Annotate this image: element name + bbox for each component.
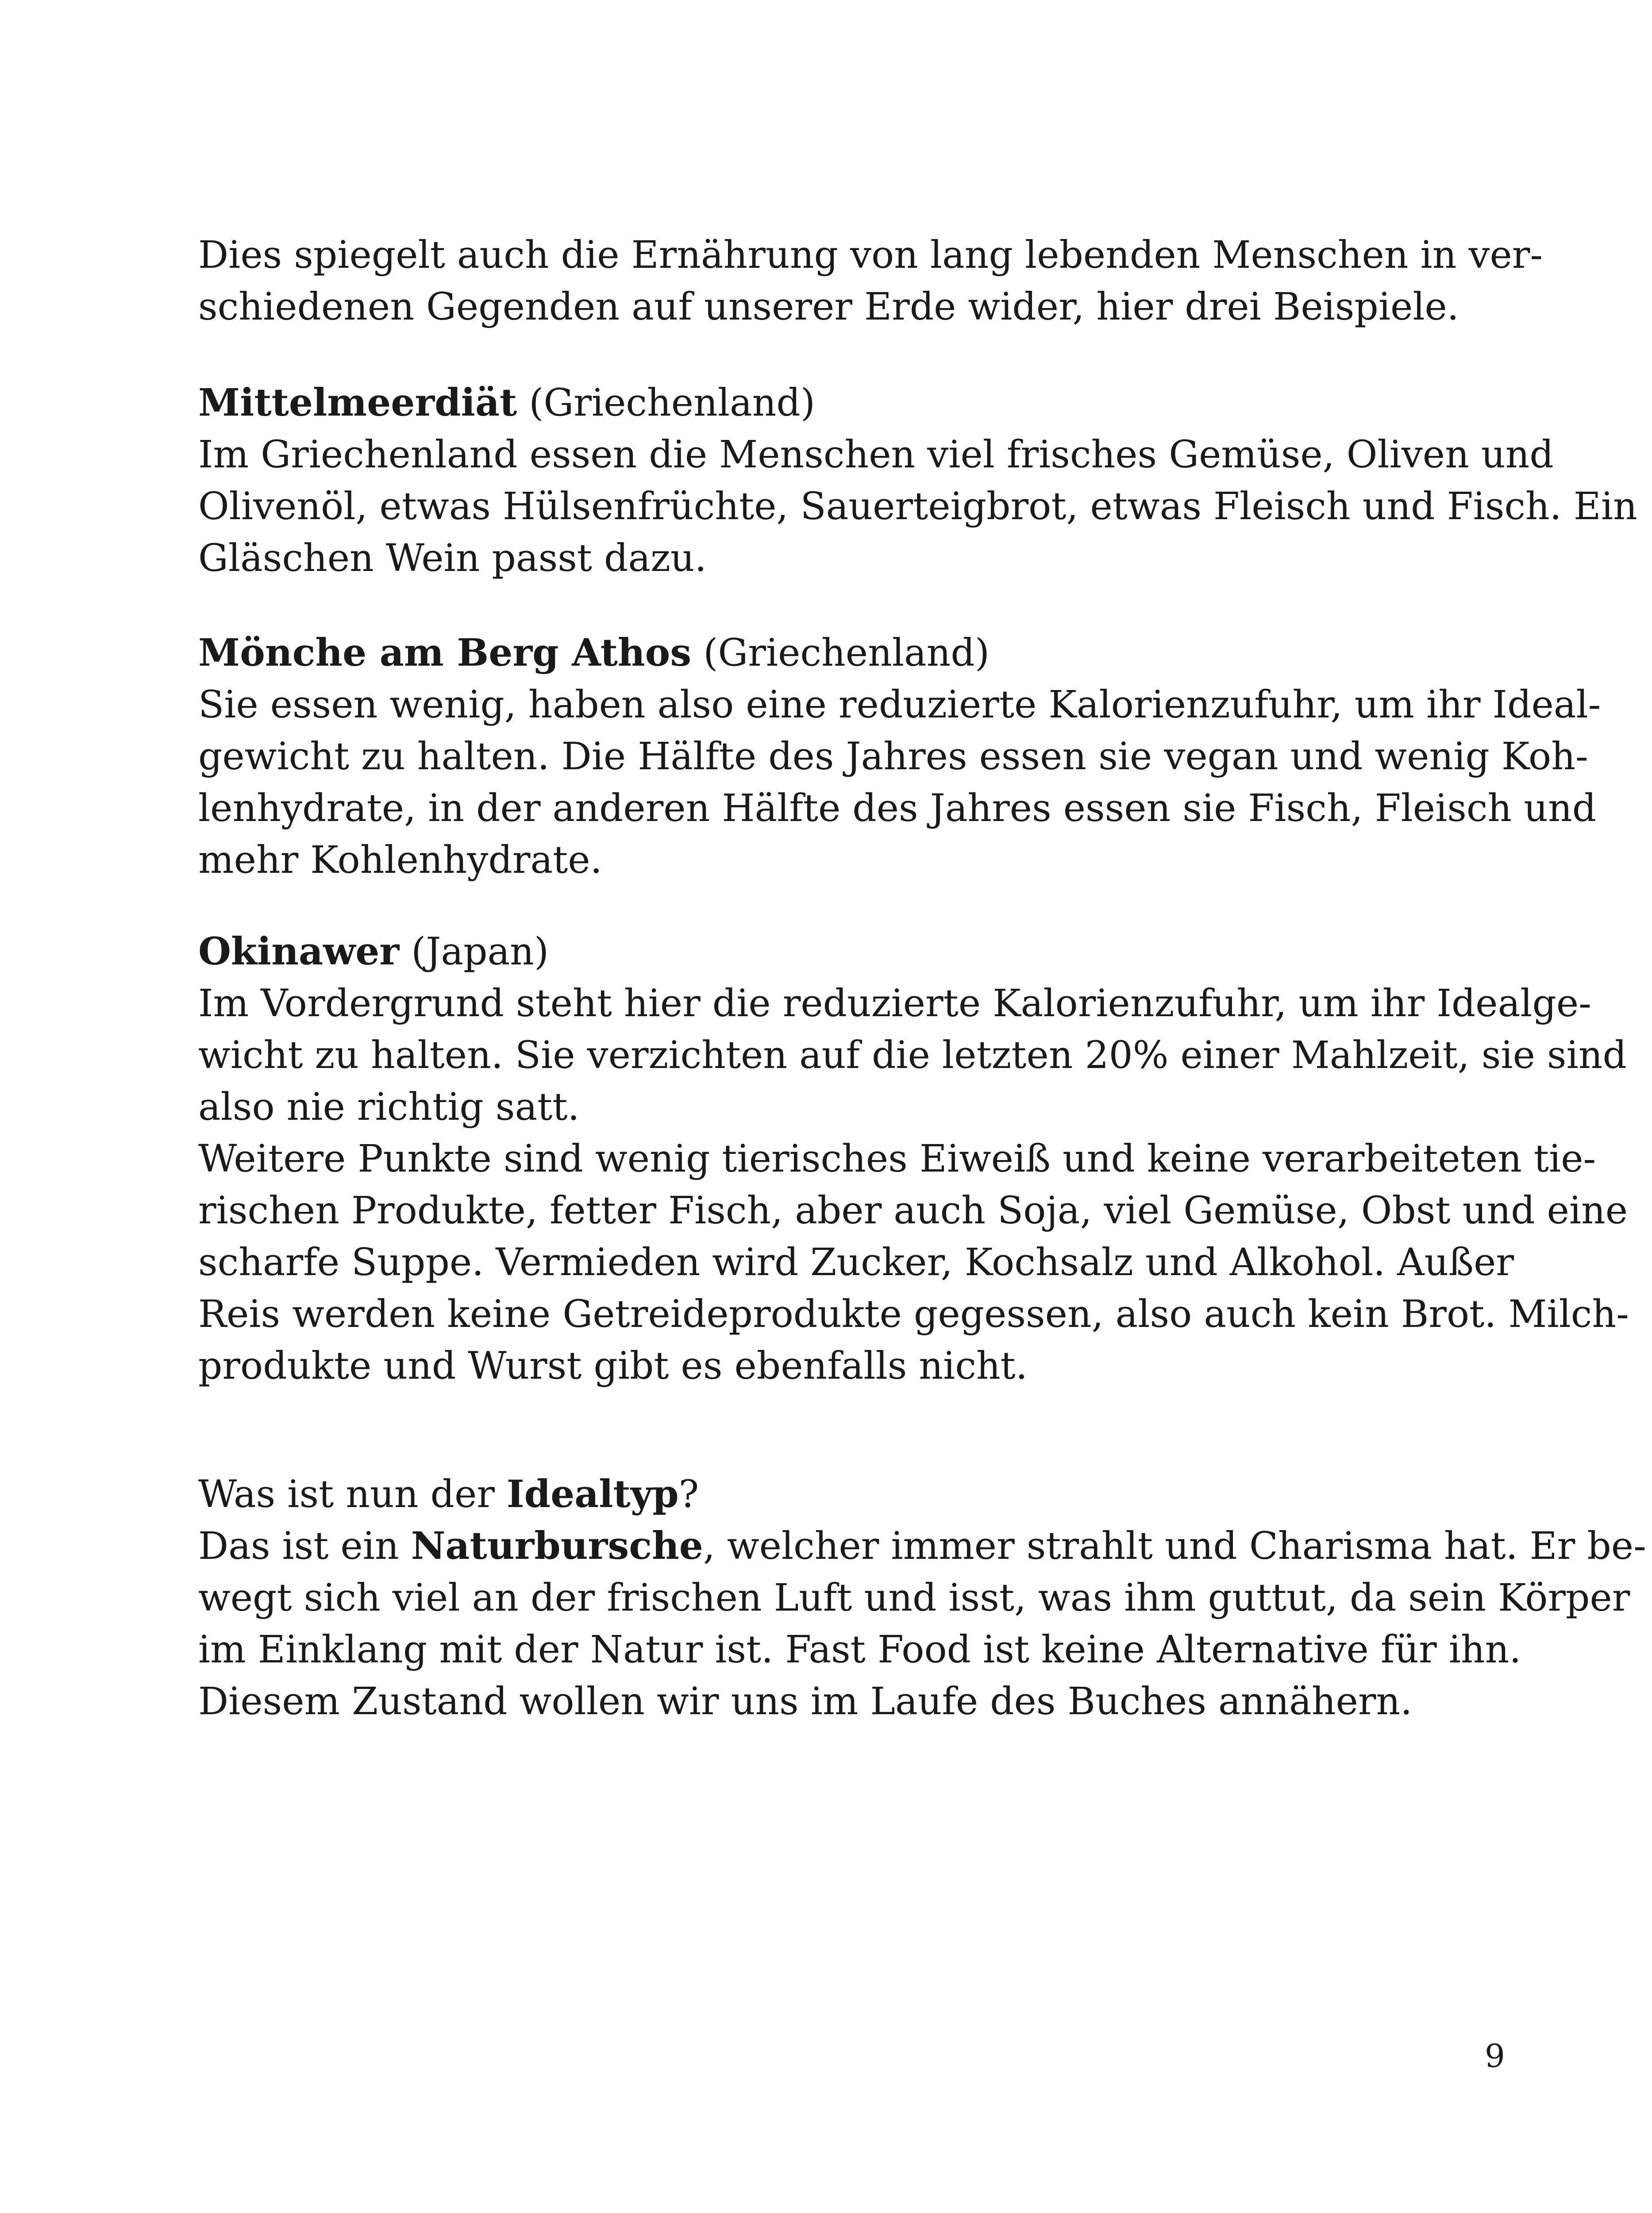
ideal-answer xyxy=(198,1520,1646,1572)
intro-paragraph xyxy=(198,229,1543,333)
ideal-answer-prefix: Das ist ein xyxy=(198,1524,411,1568)
ideal-line: im Einklang mit der Natur ist. Fast Food ist keine Alternative für ihn. xyxy=(198,1628,1521,1672)
section-line: produkte und Wurst gibt es ebenfalls nicht. xyxy=(198,1344,1028,1388)
page-number: 9 xyxy=(1485,2037,1505,2074)
section-line: lenhydrate, in der anderen Hälfte des Jahres essen sie Fisch, Fleisch und xyxy=(198,787,1597,830)
section-line: Sie essen wenig, haben also eine reduzierte Kalorienzufuhr, um ihr Ideal- xyxy=(198,683,1601,727)
section-okinawer xyxy=(198,926,1629,1392)
ideal-question xyxy=(198,1469,1504,1520)
section-line: rischen Produkte, fetter Fisch, aber auch Soja, viel Gemüse, Obst und eine xyxy=(198,1189,1628,1233)
intro-line-1: Dies spiegelt auch die Ernährung von lang lebenden Menschen in ver- xyxy=(198,233,1543,277)
ideal-answer-suffix: , welcher immer strahlt und Charisma hat. Er be- xyxy=(703,1524,1646,1568)
section-moenche-athos xyxy=(198,627,1601,886)
section-heading-region: (Griechenland) xyxy=(691,631,990,675)
section-line: Im Griechenland essen die Menschen viel frisches Gemüse, Oliven und xyxy=(198,433,1554,477)
ideal-question-prefix: Was ist nun der xyxy=(198,1473,507,1516)
section-heading xyxy=(198,627,1504,679)
section-line: gewicht zu halten. Die Hälfte des Jahres essen sie vegan und wenig Koh- xyxy=(198,735,1588,779)
section-line: mehr Kohlenhydrate. xyxy=(198,838,602,882)
section-line: Im Vordergrund steht hier die reduzierte Kalorienzufuhr, um ihr Idealge- xyxy=(198,982,1591,1026)
section-heading-bold: Mönche am Berg Athos xyxy=(198,631,692,675)
section-line: wicht zu halten. Sie verzichten auf die letzten 20% einer Mahlzeit, sie sind xyxy=(198,1033,1627,1077)
ideal-line: Diesem Zustand wollen wir uns im Laufe des Buches annähern. xyxy=(198,1680,1413,1723)
section-line: Gläschen Wein passt dazu. xyxy=(198,536,707,580)
section-heading xyxy=(198,926,1504,978)
ideal-answer-bold: Naturbursche xyxy=(411,1524,703,1568)
section-mittelmeerdiaet xyxy=(198,377,1637,584)
section-heading-region: (Japan) xyxy=(399,930,549,974)
ideal-line: wegt sich viel an der frischen Luft und isst, was ihm guttut, da sein Körper xyxy=(198,1576,1630,1620)
section-heading xyxy=(198,377,1504,429)
section-line: Weitere Punkte sind wenig tierisches Eiweiß und keine verarbeiteten tie- xyxy=(198,1137,1596,1181)
ideal-question-suffix: ? xyxy=(678,1473,699,1516)
section-heading-bold: Mittelmeerdiät xyxy=(198,381,517,425)
section-line: scharfe Suppe. Vermieden wird Zucker, Kochsalz und Alkohol. Außer xyxy=(198,1241,1514,1284)
ideal-question-bold: Idealtyp xyxy=(506,1472,679,1516)
section-line: Olivenöl, etwas Hülsenfrüchte, Sauerteigbrot, etwas Fleisch und Fisch. Ein xyxy=(198,485,1637,528)
section-line: also nie richtig satt. xyxy=(198,1085,580,1129)
ideal-type-paragraph xyxy=(198,1469,1646,1727)
intro-line-2: schiedenen Gegenden auf unserer Erde wider, hier drei Beispiele. xyxy=(198,285,1459,329)
section-heading-bold: Okinawer xyxy=(198,929,400,974)
section-line: Reis werden keine Getreideprodukte gegessen, also auch kein Brot. Milch- xyxy=(198,1292,1629,1336)
section-heading-region: (Griechenland) xyxy=(517,381,815,425)
